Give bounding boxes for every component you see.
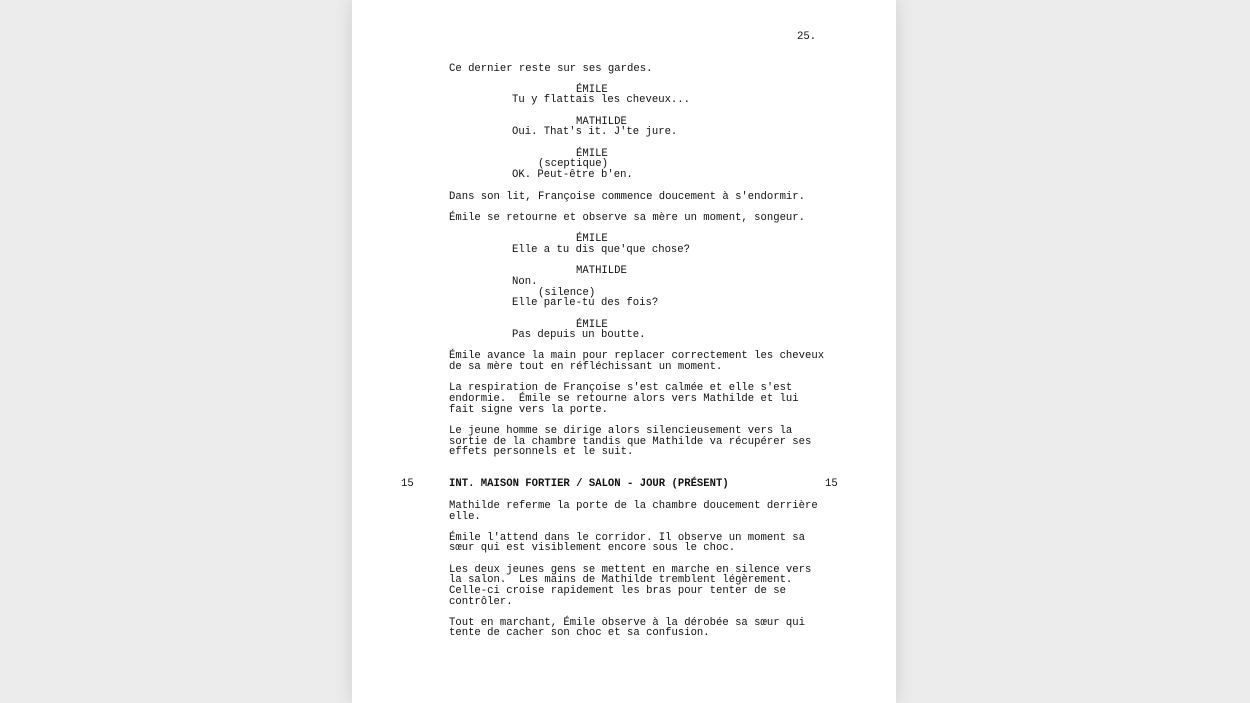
script-line-dialogue: Elle parle-tu des fois? xyxy=(512,297,659,309)
script-line-action: Celle-ci croise rapidement les bras pour tenter de se xyxy=(449,585,786,597)
scene-number-left: 15 xyxy=(401,478,414,490)
script-line-action: Émile l'attend dans le corridor. Il observe un moment sa xyxy=(449,532,806,544)
script-line-action: effets personnels et le suit. xyxy=(449,446,634,458)
script-line-action: endormie. Émile se retourne alors vers Mathilde et lui xyxy=(449,393,799,405)
script-line-parenthetical: (silence) xyxy=(538,287,596,299)
script-line-action: la salon. Les mains de Mathilde tremblent légèrement. xyxy=(449,574,793,586)
script-line-character: ÉMILE xyxy=(576,84,608,96)
script-line-character: ÉMILE xyxy=(576,319,608,331)
script-line-action: contrôler. xyxy=(449,596,513,608)
script-line-action: Ce dernier reste sur ses gardes. xyxy=(449,63,653,75)
script-line-dialogue: Oui. That's it. J'te jure. xyxy=(512,126,678,138)
page-number: 25. xyxy=(797,31,817,43)
script-line-action: tente de cacher son choc et sa confusion. xyxy=(449,627,710,639)
script-line-dialogue: Non. xyxy=(512,276,538,288)
script-line-action: sortie de la chambre tandis que Mathilde va récupérer ses xyxy=(449,436,812,448)
script-line-action: de sa mère tout en réfléchissant un moment. xyxy=(449,361,723,373)
script-line-action: elle. xyxy=(449,511,481,523)
script-line-dialogue: Elle a tu dis que'que chose? xyxy=(512,244,691,256)
script-line-action: Tout en marchant, Émile observe à la dérobée sa sœur qui xyxy=(449,617,806,629)
script-line-character: ÉMILE xyxy=(576,233,608,245)
script-line-action: Émile avance la main pour replacer correctement les cheveux xyxy=(449,350,825,362)
script-line-action: Les deux jeunes gens se mettent en marche en silence vers xyxy=(449,564,812,576)
script-line-action: sœur qui est visiblement encore sous le choc. xyxy=(449,542,736,554)
script-line-action: Le jeune homme se dirige alors silencieusement vers la xyxy=(449,425,793,437)
script-line-action: Mathilde referme la porte de la chambre doucement derrière xyxy=(449,500,818,512)
script-line-dialogue: OK. Peut-être b'en. xyxy=(512,169,633,181)
scene-number-right: 15 xyxy=(825,478,838,490)
script-line-dialogue: Pas depuis un boutte. xyxy=(512,329,646,341)
script-line-dialogue: Tu y flattais les cheveux... xyxy=(512,94,691,106)
script-line-character: MATHILDE xyxy=(576,265,627,277)
script-line-action: fait signe vers la porte. xyxy=(449,404,608,416)
script-line-action: Émile se retourne et observe sa mère un moment, songeur. xyxy=(449,212,806,224)
script-line-character: ÉMILE xyxy=(576,148,608,160)
script-line-action: La respiration de Françoise s'est calmée et elle s'est xyxy=(449,382,793,394)
script-line-action: Dans son lit, Françoise commence doucement à s'endormir. xyxy=(449,191,806,203)
script-line-character: MATHILDE xyxy=(576,116,627,128)
script-line-parenthetical: (sceptique) xyxy=(538,158,608,170)
scene-heading: INT. MAISON FORTIER / SALON - JOUR (PRÉSENT) xyxy=(449,478,729,490)
